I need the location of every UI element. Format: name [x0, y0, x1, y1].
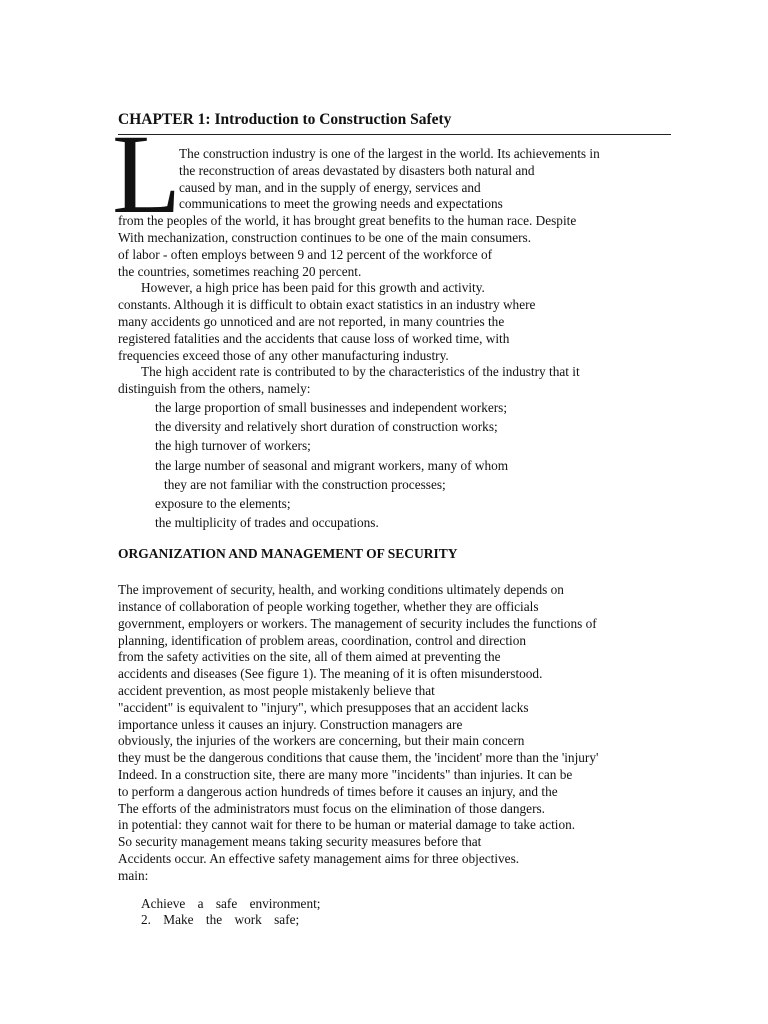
paragraph-line: distinguish from the others, namely: — [118, 381, 311, 397]
section-line: Accidents occur. An effective safety management aims for three objectives. — [118, 851, 520, 867]
section-title: ORGANIZATION AND MANAGEMENT OF SECURITY — [118, 546, 458, 562]
section-line: main: — [118, 867, 149, 883]
section-line: accident prevention, as most people mistakenly believe that — [118, 683, 435, 699]
spacer — [118, 564, 678, 582]
paragraph-line: many accidents go unnoticed and are not reported, in many countries the — [118, 313, 505, 329]
objective-item: 2. Make the work safe; — [141, 912, 300, 928]
paragraph-first-line: However, a high price has been paid for this growth and activity. — [141, 280, 485, 296]
section-line: government, employers or workers. The management of security includes the functions of — [118, 615, 597, 631]
section-line: So security management means taking security measures before that — [118, 834, 482, 850]
section-line: planning, identification of problem areas, coordination, control and direction — [118, 632, 527, 648]
list-item-text: the large proportion of small businesses and independent workers; — [155, 399, 508, 415]
intro-line: communications to meet the growing needs and expectations — [179, 196, 503, 212]
list-item-text: the large number of seasonal and migrant workers, many of whom — [155, 457, 509, 473]
list-item — [118, 417, 678, 436]
paragraph-line: constants. Although it is difficult to obtain exact statistics in an industry where — [118, 297, 536, 313]
intro-line: the reconstruction of areas devastated by disasters both natural and — [179, 162, 535, 178]
list-item — [118, 513, 678, 532]
intro-line: of labor - often employs between 9 and 12 percent of the workforce of — [118, 246, 493, 262]
list-item-continuation: they are not familiar with the construction processes; — [164, 476, 446, 492]
intro-line: the countries, sometimes reaching 20 percent. — [118, 263, 362, 279]
objective-item: Achieve a safe environment; — [141, 895, 321, 911]
section-line: accidents and diseases (See figure 1). The meaning of it is often misunderstood. — [118, 666, 543, 682]
paragraph-line: registered fatalities and the accidents that cause loss of worked time, with — [118, 330, 510, 346]
paragraph-first-line: The high accident rate is contributed to by the characteristics of the industry that it — [141, 364, 580, 380]
section-line: "accident" is equivalent to "injury", which presupposes that an accident lacks — [118, 699, 529, 715]
section-line: to perform a dangerous action hundreds of times before it causes an injury, and the — [118, 783, 558, 799]
title-rule — [118, 134, 671, 135]
spacer — [118, 885, 678, 896]
section-line: instance of collaboration of people working together, whether they are officials — [118, 599, 539, 615]
list-item-text: the multiplicity of trades and occupations. — [155, 515, 379, 531]
intro-line: from the peoples of the world, it has brought great benefits to the human race. Despite — [118, 213, 577, 229]
section-line: The improvement of security, health, and working conditions ultimately depends on — [118, 582, 564, 598]
section-line: The efforts of the administrators must focus on the elimination of those dangers. — [118, 800, 546, 816]
section-line: they must be the dangerous conditions that cause them, the 'incident' more than the 'injury' — [118, 750, 599, 766]
paragraph-line: frequencies exceed those of any other manufacturing industry. — [118, 347, 449, 363]
list-item — [118, 456, 678, 475]
list-item — [118, 398, 678, 417]
section-line: importance unless it causes an injury. Construction managers are — [118, 716, 463, 732]
section-line: Indeed. In a construction site, there are many more "incidents" than injuries. It can be — [118, 767, 573, 783]
section-line: from the safety activities on the site, all of them aimed at preventing the — [118, 649, 501, 665]
list-item — [118, 494, 678, 513]
list-item-text: exposure to the elements; — [155, 495, 291, 511]
body-text — [118, 146, 678, 929]
list-item-text: the diversity and relatively short duration of construction works; — [155, 419, 498, 435]
list-item — [118, 436, 678, 455]
intro-line: With mechanization, construction continues to be one of the main consumers. — [118, 229, 532, 245]
intro-line: caused by man, and in the supply of energy, services and — [179, 179, 481, 195]
characteristics-list — [118, 398, 678, 532]
intro-line: The construction industry is one of the largest in the world. Its achievements in — [179, 146, 600, 161]
section-line: obviously, the injuries of the workers are concerning, but their main concern — [118, 733, 525, 749]
section-line: in potential: they cannot wait for there to be human or material damage to take action. — [118, 817, 576, 833]
chapter-title: CHAPTER 1: Introduction to Construction Safety — [118, 111, 452, 128]
list-item-text: the high turnover of workers; — [155, 438, 311, 454]
drop-cap-letter: L — [112, 112, 182, 237]
